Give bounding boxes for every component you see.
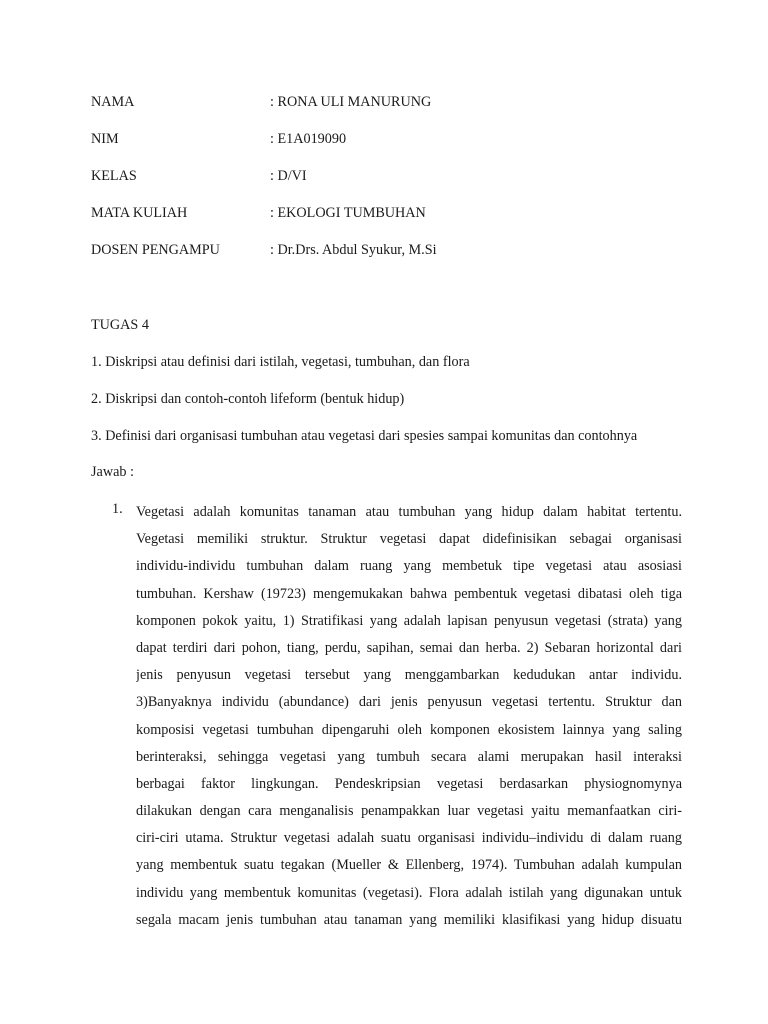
paragraph-line: komposisi vegetasi tumbuhan dipengaruhi oleh komponen ekosistem lainnya yang saling <box>136 721 682 738</box>
info-value: : RONA ULI MANURUNG <box>270 94 432 110</box>
paragraph-line: Vegetasi adalah komunitas tanaman atau tumbuhan yang hidup dalam habitat tertentu. <box>136 504 682 520</box>
paragraph-line: individu-individu tumbuhan dalam ruang yang membetuk tipe vegetasi atau asosiasi <box>136 558 682 575</box>
info-label: NAMA <box>91 94 135 110</box>
info-label: DOSEN PENGAMPU <box>91 242 220 258</box>
info-label: NIM <box>91 131 119 147</box>
question-2: 2. Diskripsi dan contoh-contoh lifeform (bentuk hidup) <box>91 391 405 407</box>
paragraph-line: berinteraksi, sehingga vegetasi yang tumbuh secara alami merupakan hasil interaksi <box>136 748 682 765</box>
paragraph-line: jenis penyusun vegetasi tersebut yang menggambarkan kedudukan antar individu. <box>136 667 682 684</box>
paragraph-line: Vegetasi memiliki struktur. Struktur vegetasi dapat didefinisikan sebagai organisasi <box>136 531 682 548</box>
paragraph-line: 3)Banyaknya individu (abundance) dari jenis penyusun vegetasi tertentu. Struktur dan <box>136 694 682 711</box>
info-value: : E1A019090 <box>270 131 347 147</box>
assignment-title: TUGAS 4 <box>91 317 149 333</box>
paragraph-line: segala macam jenis tumbuhan atau tanaman yang memiliki klasifikasi yang hidup disuatu <box>136 911 682 928</box>
info-value: : EKOLOGI TUMBUHAN <box>270 205 426 221</box>
paragraph-line: dilakukan dengan cara menganalisis penampakkan luar vegetasi yaitu memanfaatkan ciri- <box>136 803 682 820</box>
paragraph-line: yang membentuk suatu tegakan (Mueller & Ellenberg, 1974). Tumbuhan adalah kumpulan <box>136 857 682 874</box>
info-value: : D/VI <box>270 168 307 184</box>
paragraph-line: ciri-ciri utama. Struktur vegetasi adalah suatu organisasi individu–individu di dalam ruang <box>136 830 682 847</box>
question-3: 3. Definisi dari organisasi tumbuhan atau vegetasi dari spesies sampai komunitas dan contohnya <box>91 428 638 444</box>
paragraph-line: berbagai faktor lingkungan. Pendeskripsian vegetasi berdasarkan physiognomynya <box>136 775 682 792</box>
answer-label: Jawab : <box>91 464 134 480</box>
list-number: 1. <box>112 501 123 517</box>
info-label: MATA KULIAH <box>91 205 188 221</box>
info-label: KELAS <box>91 168 137 184</box>
paragraph-line: dapat terdiri dari pohon, tiang, perdu, sapihan, semai dan herba. 2) Sebaran horizontal dari <box>136 639 682 656</box>
paragraph-line: individu yang membentuk komunitas (vegetasi). Flora adalah istilah yang digunakan untuk <box>136 884 682 901</box>
paragraph-line: tumbuhan. Kershaw (19723) mengemukakan bahwa pembentuk vegetasi dibatasi oleh tiga <box>136 585 682 602</box>
info-value: : Dr.Drs. Abdul Syukur, M.Si <box>270 242 437 258</box>
paragraph-line: komponen pokok yaitu, 1) Stratifikasi yang adalah lapisan penyusun vegetasi (strata) yang <box>136 612 682 629</box>
question-1: 1. Diskripsi atau definisi dari istilah, vegetasi, tumbuhan, dan flora <box>91 354 470 370</box>
answer-paragraph <box>136 499 682 934</box>
